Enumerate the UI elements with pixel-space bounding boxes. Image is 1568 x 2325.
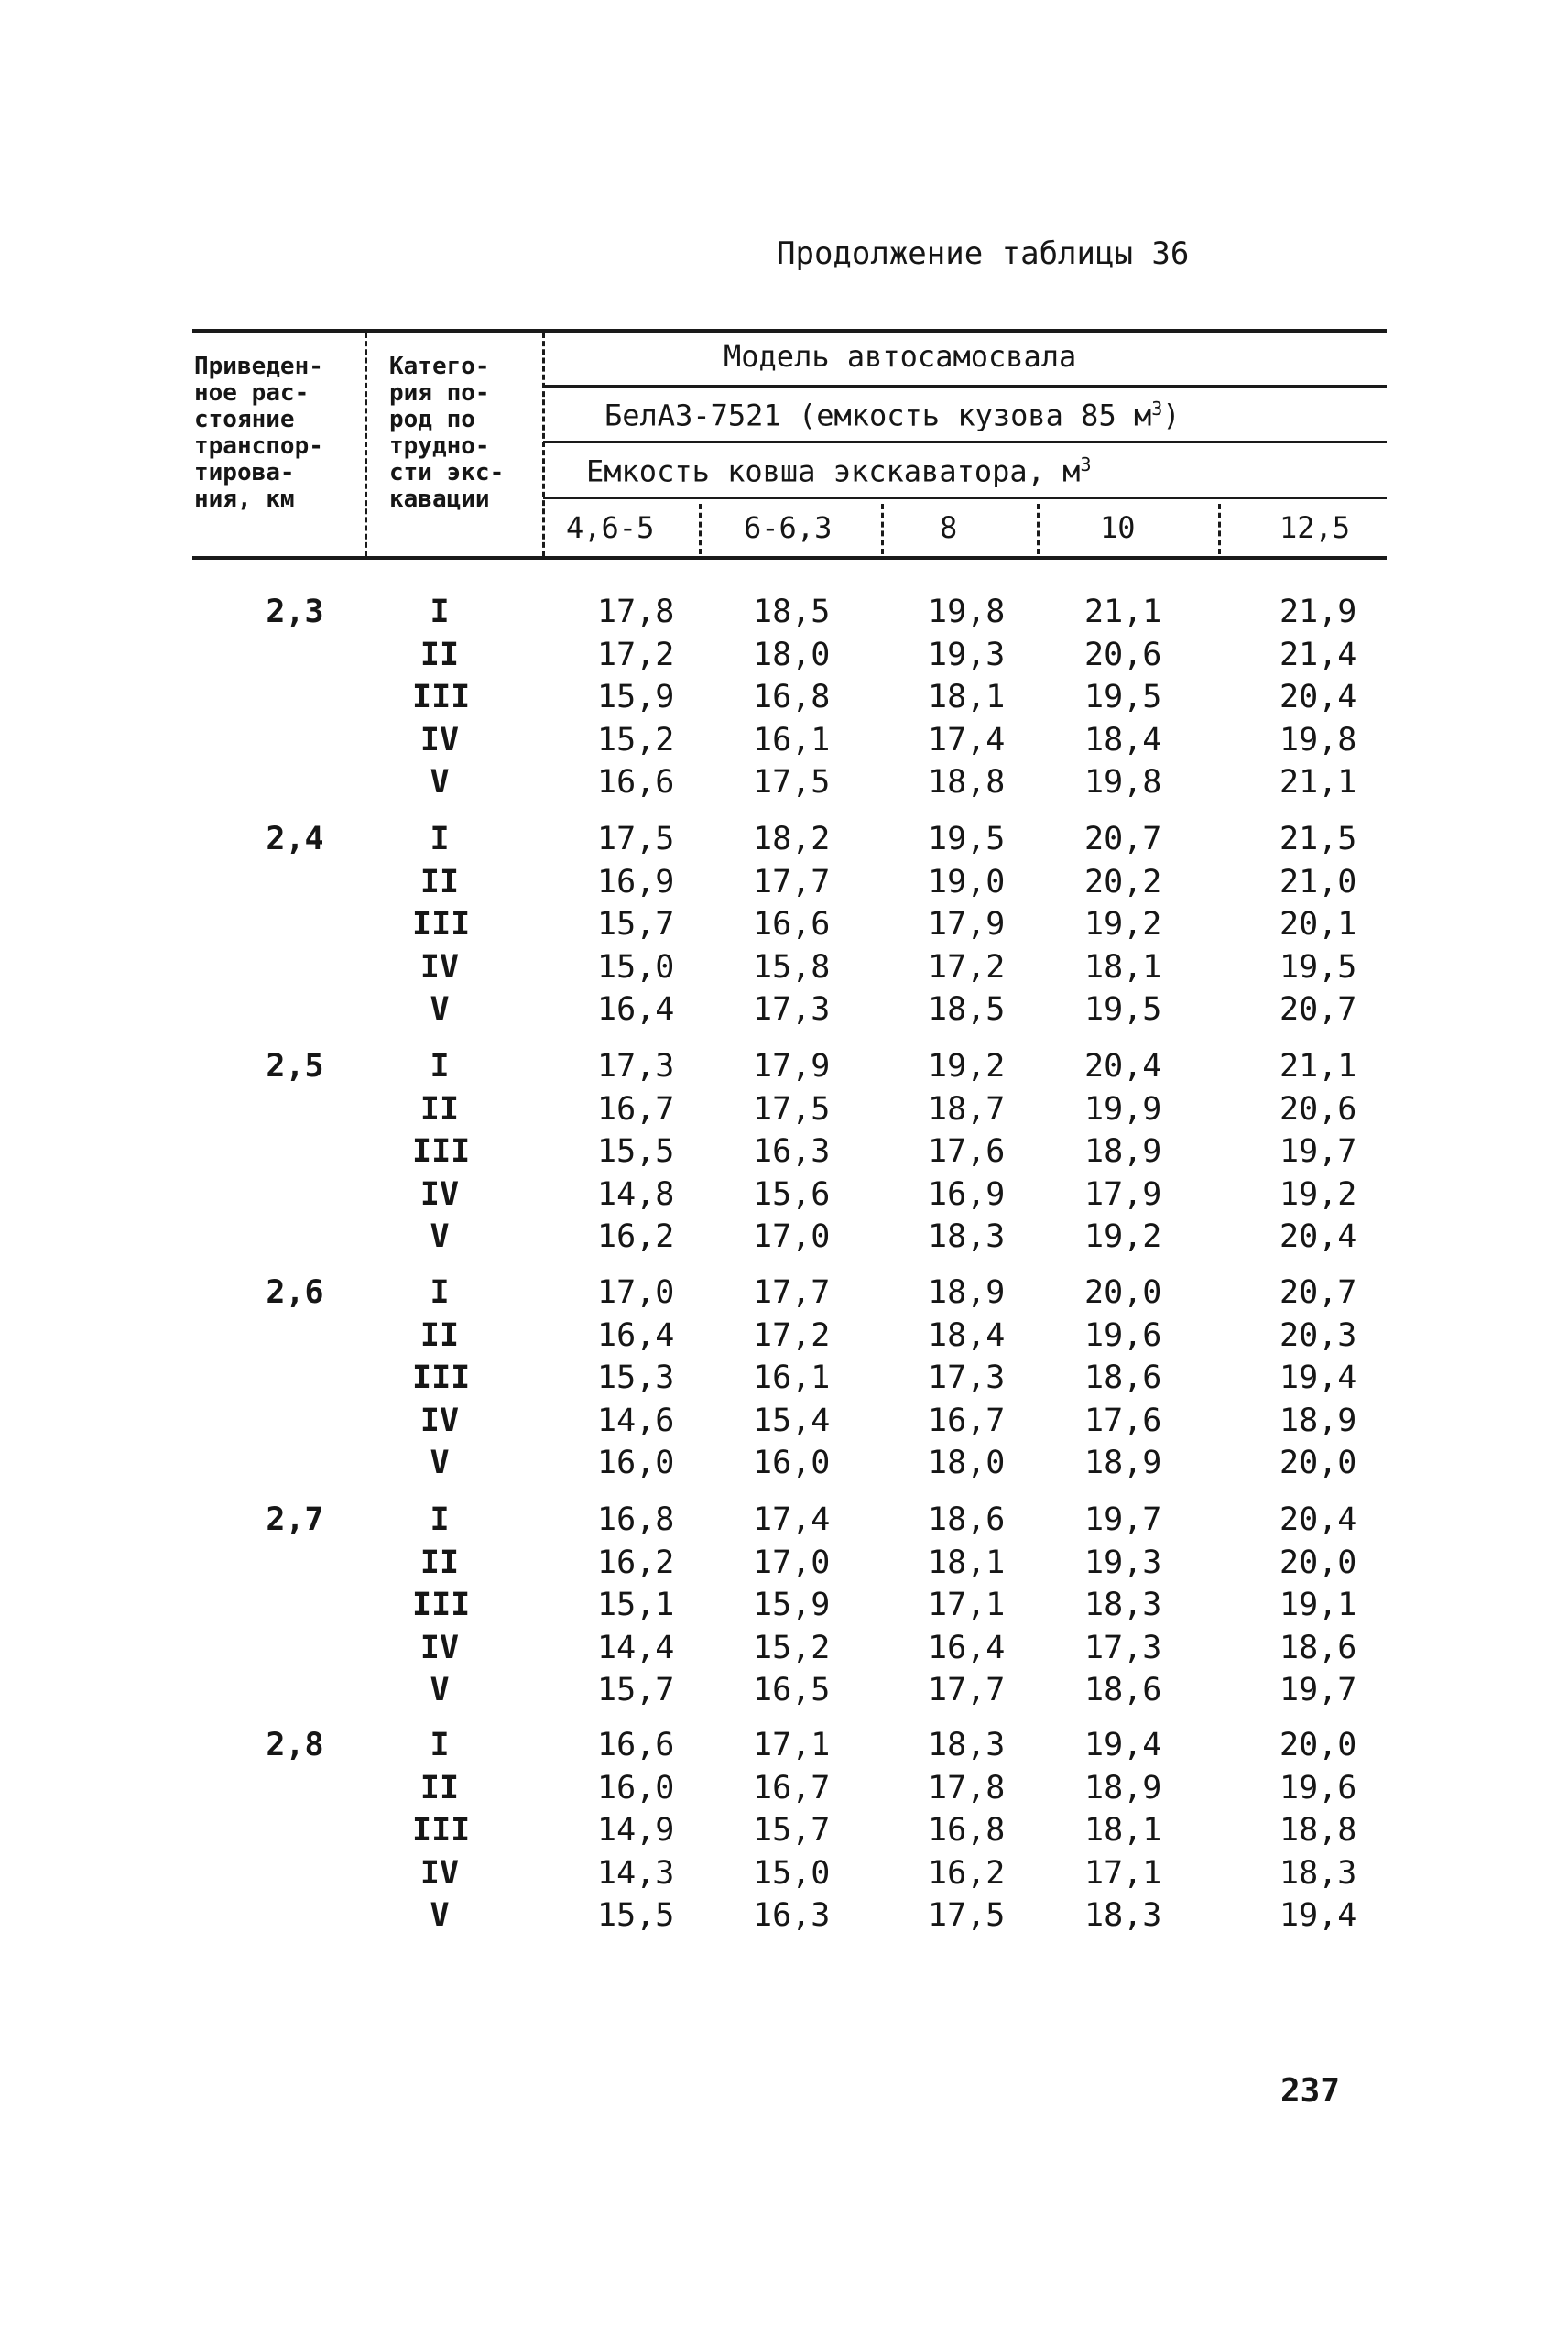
productivity-value: 19,0 <box>928 863 1006 901</box>
productivity-value: 16,2 <box>928 1854 1006 1892</box>
productivity-value: 17,8 <box>928 1769 1006 1807</box>
productivity-value: 18,6 <box>1084 1359 1162 1396</box>
table-row <box>0 1445 1568 1485</box>
distance-label: 2,8 <box>266 1727 324 1763</box>
rock-category: IV <box>419 1402 460 1439</box>
table-row <box>0 1501 1568 1542</box>
productivity-value: 18,4 <box>928 1316 1006 1354</box>
header-capacity-3: 8 <box>940 510 958 545</box>
header-bucket-capacity: Емкость ковша экскаватора, $м^3$ <box>586 453 1092 489</box>
table-row <box>0 679 1568 719</box>
productivity-value: 17,9 <box>753 1048 831 1085</box>
productivity-value: 19,3 <box>1084 1544 1162 1581</box>
productivity-value: 15,9 <box>597 679 675 715</box>
table-row <box>0 764 1568 804</box>
productivity-value: 19,5 <box>1084 991 1162 1028</box>
productivity-value: 15,2 <box>753 1629 831 1666</box>
productivity-value: 17,5 <box>753 764 831 801</box>
productivity-value: 21,5 <box>1279 821 1357 857</box>
productivity-value: 18,3 <box>928 1218 1006 1255</box>
table-row <box>0 1317 1568 1358</box>
productivity-value: 18,0 <box>753 636 831 673</box>
productivity-value: 16,3 <box>753 1133 831 1170</box>
productivity-value: 15,4 <box>753 1402 831 1439</box>
productivity-value: 21,1 <box>1279 764 1357 801</box>
productivity-value: 17,4 <box>753 1501 831 1538</box>
productivity-value: 19,2 <box>928 1048 1006 1085</box>
rock-category: IV <box>419 1629 460 1666</box>
rock-category: I <box>430 1727 450 1763</box>
productivity-value: 18,1 <box>1084 1812 1162 1849</box>
productivity-value: 15,5 <box>597 1133 675 1170</box>
productivity-value: 16,4 <box>928 1629 1006 1666</box>
capacity-separator-1 <box>699 504 702 554</box>
productivity-value: 19,1 <box>1279 1587 1357 1623</box>
table-row <box>0 1091 1568 1131</box>
rock-category: III <box>412 906 471 943</box>
distance-label: 2,6 <box>266 1274 324 1311</box>
rock-category: IV <box>419 1854 460 1892</box>
productivity-value: 15,7 <box>597 906 675 943</box>
productivity-value: 15,0 <box>597 948 675 986</box>
productivity-value: 19,5 <box>1279 948 1357 986</box>
rock-category: III <box>412 1812 471 1849</box>
productivity-value: 18,3 <box>928 1727 1006 1763</box>
productivity-value: 17,0 <box>753 1218 831 1255</box>
productivity-value: 18,3 <box>1084 1897 1162 1934</box>
productivity-value: 21,1 <box>1084 594 1162 630</box>
productivity-value: 21,0 <box>1279 863 1357 901</box>
capacity-separator-2 <box>881 504 884 554</box>
productivity-value: 16,6 <box>597 764 675 801</box>
rock-category: I <box>430 594 450 630</box>
productivity-value: 17,2 <box>753 1316 831 1354</box>
table-row <box>0 821 1568 861</box>
productivity-value: 18,9 <box>1279 1402 1357 1439</box>
rock-category: I <box>430 1274 450 1311</box>
productivity-value: 14,3 <box>597 1854 675 1892</box>
rock-category: II <box>419 863 460 901</box>
productivity-value: 18,0 <box>928 1445 1006 1481</box>
header-separator-2 <box>542 333 545 556</box>
productivity-value: 16,9 <box>597 863 675 901</box>
productivity-value: 14,8 <box>597 1175 675 1213</box>
productivity-value: 14,4 <box>597 1629 675 1666</box>
productivity-value: 16,4 <box>597 991 675 1028</box>
productivity-value: 19,6 <box>1084 1316 1162 1354</box>
rock-category: V <box>430 1897 450 1934</box>
productivity-value: 16,5 <box>753 1672 831 1708</box>
table-row <box>0 906 1568 946</box>
productivity-value: 18,8 <box>928 764 1006 801</box>
productivity-value: 20,2 <box>1084 863 1162 901</box>
productivity-value: 20,4 <box>1279 679 1357 715</box>
productivity-value: 16,7 <box>753 1769 831 1807</box>
productivity-value: 16,0 <box>597 1445 675 1481</box>
rock-category: II <box>419 636 460 673</box>
productivity-value: 15,0 <box>753 1854 831 1892</box>
productivity-value: 20,4 <box>1084 1048 1162 1085</box>
table-row <box>0 1770 1568 1810</box>
table-row <box>0 1630 1568 1670</box>
productivity-value: 17,1 <box>1084 1854 1162 1892</box>
productivity-value: 19,4 <box>1279 1359 1357 1396</box>
productivity-value: 17,1 <box>928 1587 1006 1623</box>
productivity-value: 17,5 <box>597 821 675 857</box>
productivity-value: 15,1 <box>597 1587 675 1623</box>
productivity-value: 18,5 <box>928 991 1006 1028</box>
table-row <box>0 1897 1568 1938</box>
productivity-value: 18,9 <box>928 1274 1006 1311</box>
productivity-value: 18,6 <box>1279 1629 1357 1666</box>
capacity-separator-4 <box>1218 504 1221 554</box>
productivity-value: 18,1 <box>928 679 1006 715</box>
productivity-value: 18,9 <box>1084 1133 1162 1170</box>
productivity-value: 19,9 <box>1084 1090 1162 1128</box>
table-row <box>0 1672 1568 1712</box>
productivity-value: 16,8 <box>928 1812 1006 1849</box>
table-row <box>0 1812 1568 1852</box>
table-row <box>0 1133 1568 1173</box>
productivity-value: 19,6 <box>1279 1769 1357 1807</box>
productivity-value: 17,9 <box>928 906 1006 943</box>
table-row <box>0 1855 1568 1895</box>
productivity-value: 17,5 <box>928 1897 1006 1934</box>
rock-category: III <box>412 1133 471 1170</box>
rock-category: II <box>419 1090 460 1128</box>
productivity-value: 20,0 <box>1279 1544 1357 1581</box>
header-rule-model <box>543 385 1387 388</box>
productivity-value: 21,4 <box>1279 636 1357 673</box>
table-row <box>0 1176 1568 1217</box>
productivity-value: 20,7 <box>1279 1274 1357 1311</box>
table-row <box>0 1218 1568 1259</box>
rock-category: I <box>430 821 450 857</box>
rock-category: IV <box>419 721 460 759</box>
productivity-value: 20,7 <box>1084 821 1162 857</box>
productivity-value: 16,6 <box>753 906 831 943</box>
productivity-value: 16,2 <box>597 1218 675 1255</box>
productivity-value: 17,7 <box>928 1672 1006 1708</box>
table-row <box>0 637 1568 677</box>
productivity-value: 16,8 <box>753 679 831 715</box>
table-row <box>0 1359 1568 1400</box>
productivity-value: 18,7 <box>928 1090 1006 1128</box>
page-number: 237 <box>1280 2072 1341 2110</box>
rock-category: II <box>419 1544 460 1581</box>
productivity-value: 18,5 <box>753 594 831 630</box>
table-row <box>0 991 1568 1032</box>
productivity-value: 20,4 <box>1279 1218 1357 1255</box>
header-capacity-2: 6-6,3 <box>744 510 833 545</box>
rock-category: I <box>430 1048 450 1085</box>
productivity-value: 19,4 <box>1279 1897 1357 1934</box>
rock-category: III <box>412 679 471 715</box>
rock-category: V <box>430 764 450 801</box>
header-rock-category: Катего- рия по- род по трудно- сти экс- кавации <box>389 353 505 513</box>
productivity-value: 17,7 <box>753 863 831 901</box>
productivity-value: 16,7 <box>597 1090 675 1128</box>
table-row <box>0 1048 1568 1088</box>
productivity-value: 20,0 <box>1279 1445 1357 1481</box>
productivity-value: 19,3 <box>928 636 1006 673</box>
header-capacity-1: 4,6-5 <box>566 510 655 545</box>
productivity-value: 17,0 <box>597 1274 675 1311</box>
productivity-value: 15,2 <box>597 721 675 759</box>
productivity-value: 19,5 <box>1084 679 1162 715</box>
productivity-value: 16,3 <box>753 1897 831 1934</box>
table-row <box>0 864 1568 904</box>
rock-category: III <box>412 1359 471 1396</box>
productivity-value: 17,4 <box>928 721 1006 759</box>
productivity-value: 19,8 <box>928 594 1006 630</box>
productivity-value: 18,1 <box>928 1544 1006 1581</box>
productivity-value: 16,9 <box>928 1175 1006 1213</box>
rock-category: III <box>412 1587 471 1623</box>
rock-category: IV <box>419 948 460 986</box>
header-separator-1 <box>365 333 367 556</box>
productivity-value: 16,7 <box>928 1402 1006 1439</box>
productivity-value: 19,2 <box>1084 906 1162 943</box>
productivity-value: 17,5 <box>753 1090 831 1128</box>
rock-category: II <box>419 1769 460 1807</box>
table-top-rule <box>192 329 1387 333</box>
productivity-value: 18,6 <box>928 1501 1006 1538</box>
productivity-value: 15,7 <box>597 1672 675 1708</box>
distance-label: 2,5 <box>266 1048 324 1085</box>
productivity-value: 20,0 <box>1279 1727 1357 1763</box>
productivity-value: 17,2 <box>928 948 1006 986</box>
header-rule-truck <box>543 441 1387 443</box>
productivity-value: 19,5 <box>928 821 1006 857</box>
header-capacity-4: 10 <box>1100 510 1136 545</box>
table-row <box>0 949 1568 989</box>
productivity-value: 14,6 <box>597 1402 675 1439</box>
productivity-value: 17,2 <box>597 636 675 673</box>
distance-label: 2,7 <box>266 1501 324 1538</box>
productivity-value: 14,9 <box>597 1812 675 1849</box>
productivity-value: 17,6 <box>1084 1402 1162 1439</box>
productivity-value: 16,6 <box>597 1727 675 1763</box>
productivity-value: 19,8 <box>1279 721 1357 759</box>
header-bottom-rule <box>192 556 1387 560</box>
productivity-value: 17,8 <box>597 594 675 630</box>
productivity-value: 21,1 <box>1279 1048 1357 1085</box>
productivity-value: 15,6 <box>753 1175 831 1213</box>
productivity-value: 20,4 <box>1279 1501 1357 1538</box>
table-row <box>0 1274 1568 1315</box>
productivity-value: 18,3 <box>1279 1854 1357 1892</box>
table-row <box>0 1403 1568 1443</box>
productivity-value: 17,0 <box>753 1544 831 1581</box>
rock-category: V <box>430 1672 450 1708</box>
productivity-value: 18,9 <box>1084 1445 1162 1481</box>
productivity-value: 15,3 <box>597 1359 675 1396</box>
capacity-separator-3 <box>1037 504 1040 554</box>
productivity-value: 20,1 <box>1279 906 1357 943</box>
productivity-value: 19,2 <box>1279 1175 1357 1213</box>
productivity-value: 19,8 <box>1084 764 1162 801</box>
table-row <box>0 594 1568 634</box>
productivity-value: 17,3 <box>1084 1629 1162 1666</box>
productivity-value: 16,1 <box>753 721 831 759</box>
productivity-value: 19,7 <box>1279 1133 1357 1170</box>
productivity-value: 19,4 <box>1084 1727 1162 1763</box>
productivity-value: 21,9 <box>1279 594 1357 630</box>
productivity-value: 18,2 <box>753 821 831 857</box>
rock-category: V <box>430 1445 450 1481</box>
productivity-value: 19,7 <box>1084 1501 1162 1538</box>
header-capacity-5: 12,5 <box>1279 510 1351 545</box>
productivity-value: 17,9 <box>1084 1175 1162 1213</box>
rock-category: V <box>430 1218 450 1255</box>
header-truck-name: БелАЗ-7521 (емкость кузова 85 $м^3$) <box>604 398 1181 433</box>
rock-category: II <box>419 1316 460 1354</box>
productivity-value: 20,0 <box>1084 1274 1162 1311</box>
productivity-value: 16,4 <box>597 1316 675 1354</box>
productivity-value: 16,1 <box>753 1359 831 1396</box>
distance-label: 2,4 <box>266 821 324 857</box>
table-row <box>0 1727 1568 1767</box>
table-row <box>0 722 1568 762</box>
productivity-value: 18,8 <box>1279 1812 1357 1849</box>
productivity-value: 17,3 <box>928 1359 1006 1396</box>
productivity-value: 18,4 <box>1084 721 1162 759</box>
header-truck-model: Модель автосамосвала <box>724 339 1077 374</box>
productivity-value: 18,1 <box>1084 948 1162 986</box>
rock-category: I <box>430 1501 450 1538</box>
productivity-value: 15,7 <box>753 1812 831 1849</box>
productivity-value: 17,7 <box>753 1274 831 1311</box>
productivity-value: 15,8 <box>753 948 831 986</box>
table-caption: Продолжение таблицы 36 <box>777 235 1190 272</box>
productivity-value: 17,1 <box>753 1727 831 1763</box>
productivity-value: 20,6 <box>1084 636 1162 673</box>
productivity-value: 18,3 <box>1084 1587 1162 1623</box>
productivity-value: 15,9 <box>753 1587 831 1623</box>
productivity-value: 16,8 <box>597 1501 675 1538</box>
rock-category: V <box>430 991 450 1028</box>
header-rule-bucket <box>543 497 1387 499</box>
productivity-value: 19,2 <box>1084 1218 1162 1255</box>
productivity-value: 16,2 <box>597 1544 675 1581</box>
table-row <box>0 1545 1568 1585</box>
header-distance: Приведен- ное рас- стояние транспор- тирова- ния, км <box>194 353 323 513</box>
productivity-value: 17,3 <box>753 991 831 1028</box>
distance-label: 2,3 <box>266 594 324 630</box>
rock-category: IV <box>419 1175 460 1213</box>
productivity-value: 20,6 <box>1279 1090 1357 1128</box>
productivity-value: 17,6 <box>928 1133 1006 1170</box>
productivity-value: 19,7 <box>1279 1672 1357 1708</box>
productivity-value: 18,6 <box>1084 1672 1162 1708</box>
productivity-value: 20,3 <box>1279 1316 1357 1354</box>
productivity-value: 15,5 <box>597 1897 675 1934</box>
table-row <box>0 1587 1568 1627</box>
productivity-value: 18,9 <box>1084 1769 1162 1807</box>
productivity-value: 16,0 <box>597 1769 675 1807</box>
productivity-value: 20,7 <box>1279 991 1357 1028</box>
productivity-value: 16,0 <box>753 1445 831 1481</box>
productivity-value: 17,3 <box>597 1048 675 1085</box>
